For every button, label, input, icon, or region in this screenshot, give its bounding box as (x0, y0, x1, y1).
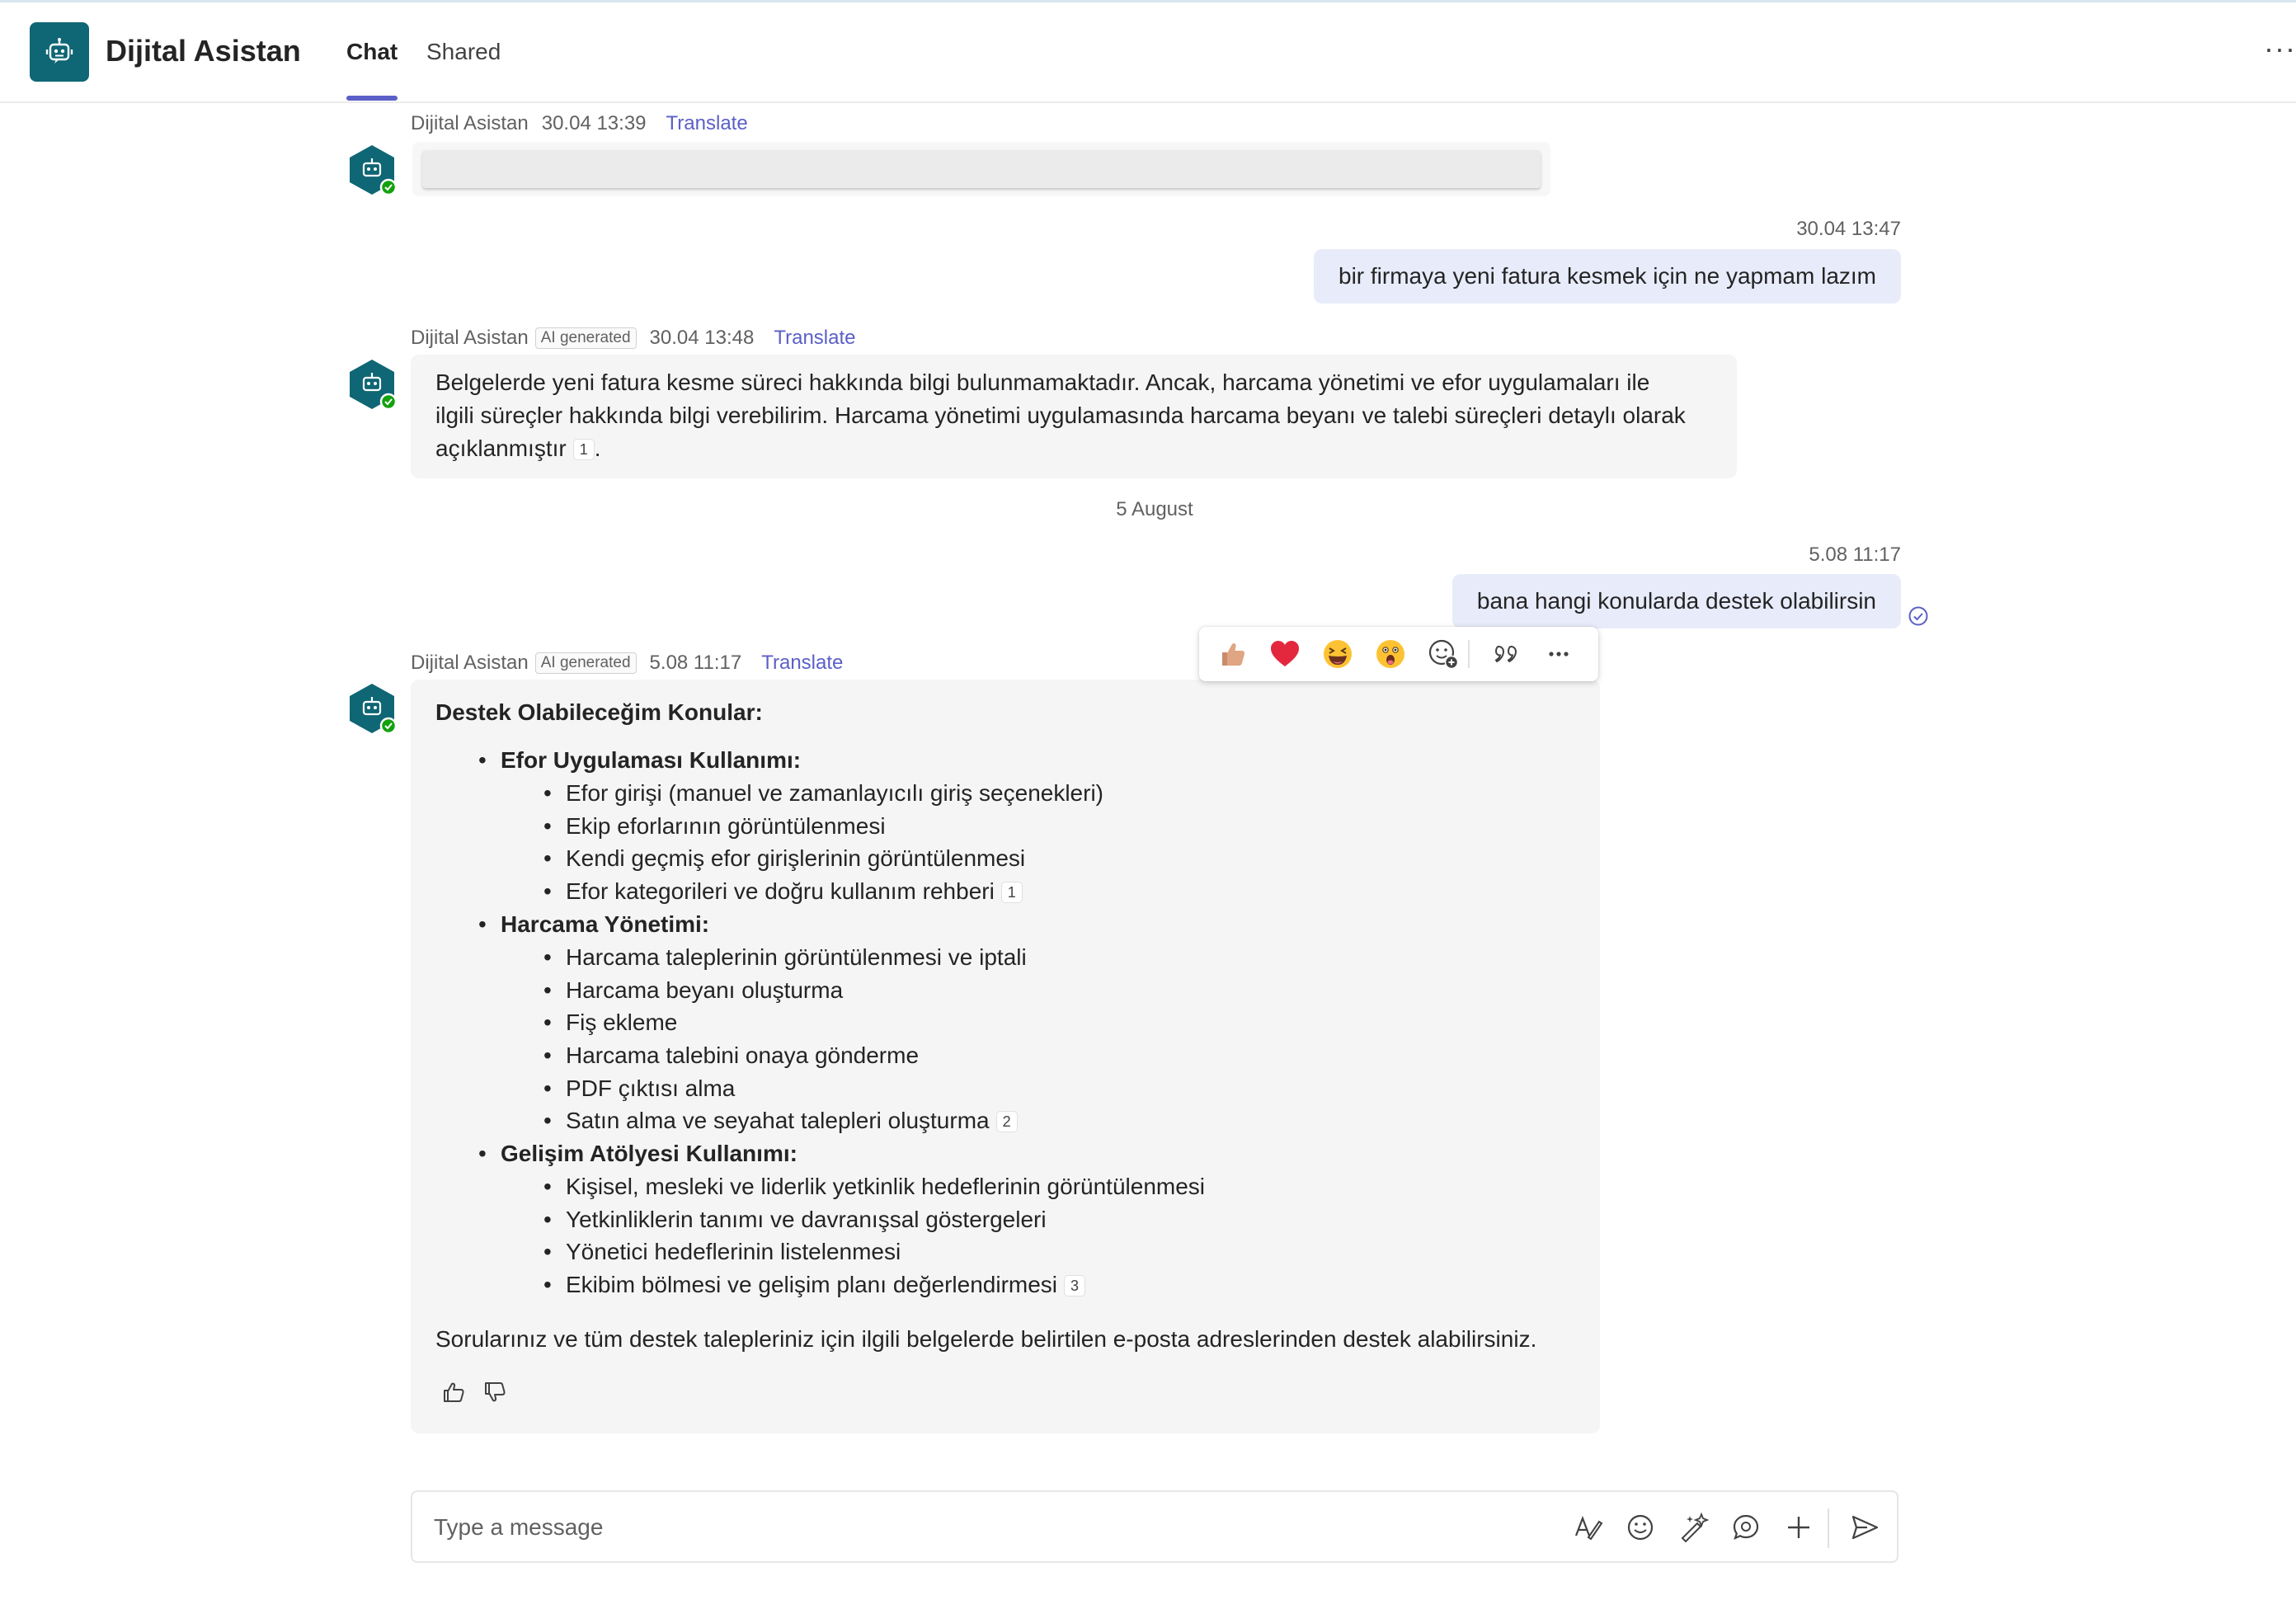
message-timestamp: 30.04 13:39 (541, 112, 647, 134)
heart-reaction[interactable] (1268, 638, 1301, 671)
plus-icon[interactable] (1781, 1510, 1816, 1545)
translate-link[interactable]: Translate (761, 652, 844, 674)
message-meta (411, 652, 843, 675)
message-input[interactable] (432, 1508, 1541, 1546)
bot-message-bubble[interactable] (411, 355, 1737, 478)
list-item: • Kişisel, mesleki ve liderlik yetkinlik hedeflerinin görüntülenmesi (501, 1170, 1575, 1203)
message-timestamp: 5.08 11:17 (1809, 544, 1901, 566)
app-logo (30, 22, 89, 82)
reaction-divider (1468, 640, 1470, 668)
bot-avatar[interactable] (345, 144, 399, 198)
section-heading: • Harcama Yönetimi: (501, 911, 710, 937)
emoji-icon[interactable] (1623, 1510, 1658, 1545)
list-item: • Yönetici hedeflerinin listelenmesi (501, 1235, 1575, 1268)
bot-avatar[interactable] (345, 682, 399, 736)
list-item-text: Satın alma ve seyahat talepleri oluşturma (566, 1108, 990, 1134)
list-item: • Harcama beyanı oluşturma (501, 974, 1575, 1007)
list-item (501, 1104, 1575, 1137)
send-icon[interactable] (1847, 1510, 1882, 1545)
message-line (435, 432, 1712, 465)
list-item: • Kendi geçmiş efor girişlerinin görüntülenmesi (501, 842, 1575, 875)
citation-marker[interactable]: 3 (1064, 1275, 1085, 1296)
copilot-icon[interactable] (1676, 1510, 1710, 1545)
list-item (501, 875, 1575, 908)
message-meta (411, 112, 748, 135)
feedback-buttons (440, 1379, 508, 1405)
message-line-text: açıklanmıştır (435, 435, 567, 461)
translate-link[interactable]: Translate (774, 327, 856, 349)
list-item-text: Ekibim bölmesi ve gelişim planı değerlendirmesi (566, 1272, 1058, 1298)
surprised-reaction[interactable] (1374, 638, 1407, 671)
reaction-bar (1199, 627, 1598, 681)
loop-icon[interactable] (1729, 1510, 1763, 1545)
list-item (501, 1268, 1575, 1301)
section-heading: • Efor Uygulaması Kullanımı: (501, 747, 802, 773)
message-line: Belgelerde yeni fatura kesme süreci hakkında bilgi bulunmamaktadır. Ancak, harcama yönetimi ve efor uygulamaları ile (435, 369, 1650, 395)
laughing-reaction[interactable] (1321, 638, 1354, 671)
message-timestamp: 30.04 13:48 (649, 327, 755, 349)
message-line-end: . (594, 435, 601, 461)
my-message-bubble[interactable]: bana hangi konularda destek olabilirsin (1452, 574, 1901, 628)
tab-shared[interactable]: Shared (426, 39, 501, 64)
message-timestamp: 30.04 13:47 (1796, 218, 1901, 240)
ai-generated-badge: AI generated (535, 652, 637, 674)
date-separator: 5 August (1116, 498, 1193, 520)
list-item-text: Efor kategorileri ve doğru kullanım rehberi (566, 878, 995, 905)
more-options-icon[interactable] (1542, 638, 1575, 671)
thumbs-up-icon[interactable] (440, 1379, 467, 1405)
section-items (501, 1170, 1575, 1301)
topic-section (435, 744, 1575, 908)
quote-icon[interactable] (1489, 638, 1522, 671)
message-composer (411, 1490, 1898, 1563)
citation-marker[interactable]: 1 (573, 439, 595, 460)
sender-name: Dijital Asistan (411, 652, 529, 674)
chat-header (0, 2, 2296, 103)
topic-list (435, 744, 1575, 1301)
list-item: • Yetkinliklerin tanımı ve davranışsal göstergeleri (501, 1203, 1575, 1236)
message-title: Destek Olabileceğim Konular: (435, 699, 763, 725)
translate-link[interactable]: Translate (666, 112, 748, 134)
bot-avatar[interactable] (345, 358, 399, 412)
my-message-bubble[interactable]: bir firmaya yeni fatura kesmek için ne yapmam lazım (1314, 249, 1901, 304)
thumbs-down-icon[interactable] (482, 1379, 508, 1405)
citation-marker[interactable]: 2 (996, 1111, 1018, 1132)
sent-status-icon (1908, 605, 1929, 627)
message-outro: Sorularınız ve tüm destek talepleriniz için ilgili belgelerde belirtilen e-posta adreslerinden destek alabilirsiniz. (435, 1325, 1537, 1352)
message-timestamp: 5.08 11:17 (649, 652, 742, 674)
tab-chat[interactable]: Chat (346, 39, 398, 64)
more-options-button[interactable]: ··· (2264, 31, 2296, 65)
list-item: • Harcama taleplerinin görüntülenmesi ve iptali (501, 941, 1575, 974)
bot-icon (43, 35, 76, 68)
section-items (501, 777, 1575, 908)
loading-card (412, 142, 1550, 196)
app-title: Dijital Asistan (106, 34, 301, 68)
sender-name: Dijital Asistan (411, 112, 529, 134)
thumbs-up-reaction[interactable] (1216, 638, 1249, 671)
list-item: • Fiş ekleme (501, 1006, 1575, 1039)
section-heading: • Gelişim Atölyesi Kullanımı: (501, 1141, 797, 1167)
topic-section (435, 1137, 1575, 1301)
message-line: ilgili süreçler hakkında bilgi verebilirim. Harcama yönetimi uygulamasında harcama beyanı ve talebi süreçleri detaylı olarak (435, 402, 1686, 428)
loading-placeholder (422, 150, 1541, 188)
active-tab-indicator (346, 96, 398, 101)
list-item: • PDF çıktısı alma (501, 1072, 1575, 1105)
citation-marker[interactable]: 1 (1001, 882, 1023, 903)
format-icon[interactable] (1570, 1510, 1605, 1545)
list-item: • Efor girişi (manuel ve zamanlayıcılı giriş seçenekleri) (501, 777, 1575, 810)
message-meta (411, 327, 856, 350)
list-item: • Harcama talebini onaya gönderme (501, 1039, 1575, 1072)
sender-name: Dijital Asistan (411, 327, 529, 349)
composer-divider (1828, 1508, 1829, 1548)
section-items (501, 941, 1575, 1137)
add-reaction-icon[interactable] (1427, 638, 1460, 671)
list-item: • Ekip eforlarının görüntülenmesi (501, 810, 1575, 843)
ai-generated-badge: AI generated (535, 327, 637, 349)
bot-message-bubble[interactable] (411, 680, 1600, 1433)
topic-section (435, 908, 1575, 1137)
